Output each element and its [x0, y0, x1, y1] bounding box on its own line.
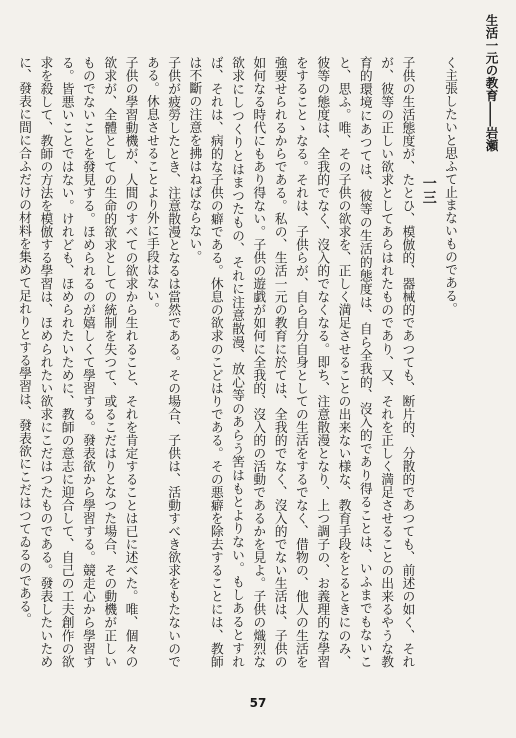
paragraph-1: 子供の生活態度が、たとひ、模倣的、器械的であつても、断片的、分散的であつても、前述の如く、それが、彼等の正しい欲求としてあらはれたものであり、又、それを正しく満足させることの出来るやうな教育的環境にあつては、彼等の生活的態度は、自ら全我的、沒入的であり得ることは、いふまでもないこと、思ふ。唯、その子供の欲求を、正しく満足させることの出来ない様な、教育手段をとるときにのみ、彼等の態度は、全我的でなく、沒入的でなくなる。即ち、注意散漫となり、上つ調子の、お義理的な學習をすることゝなる。それは、子供らが、自ら自分自身としての生活をするでなく、借物の、他人の生活を強要せられるからである。私の、生活一元の教育に於ては、全我的でなく、沒入的でない生活は、子供の如何なる時代にもあり得ない。子供の遊戯が如何に全我的、沒入的の活動であるかを見よ。子供の熾烈な欲求にしつくりとはまつたもの、それに注意散漫、放心等のあらう筈はもとよりない。もしあるとすれば、それは、病的な子供の癖である。休息の欲求のこどはりである。その悪癖を除去することには、教師は不斷の注意を拂はねばならない。 [186, 56, 415, 668]
body-text [16, 56, 460, 668]
paragraph-3: 子供の學習動機が、人間のすべての欲求から生れること、それを肯定することは已に述べた。唯、個々の欲求が、全體としての生命的欲求としての統制を失つて、或るこだはりとなつた場合、その動機が正しいものでないことを發見する。ほめられるのが嬉しくて學習する。發表欲から學習する。競走心から學習する。皆悪いことではない。けれども、ほめられたいために、教師の意志に迎合して、自己の工夫創作の欲求を殺して、教師の方法を模倣する學習は、ほめられたい欲求にこだはつたものである。發表したいために、發表に間に合ふだけの材料を集めて足れりとする學習は、發表欲にこだはつてゐるのである。 [16, 56, 138, 668]
running-header: 生活一元の教育――岩瀬 [484, 14, 499, 152]
opening-line: く主張したいと思ふて止まないものである。 [442, 56, 457, 315]
paragraph-2: 子供が疲勞したとき、注意散漫となるは當然である。その場合、子供は、活動すべき欲求をもたないのである。休息させることより外に手段はない。 [143, 56, 181, 668]
section-title: 一三 [420, 176, 437, 205]
page-number: 57 [249, 696, 267, 710]
